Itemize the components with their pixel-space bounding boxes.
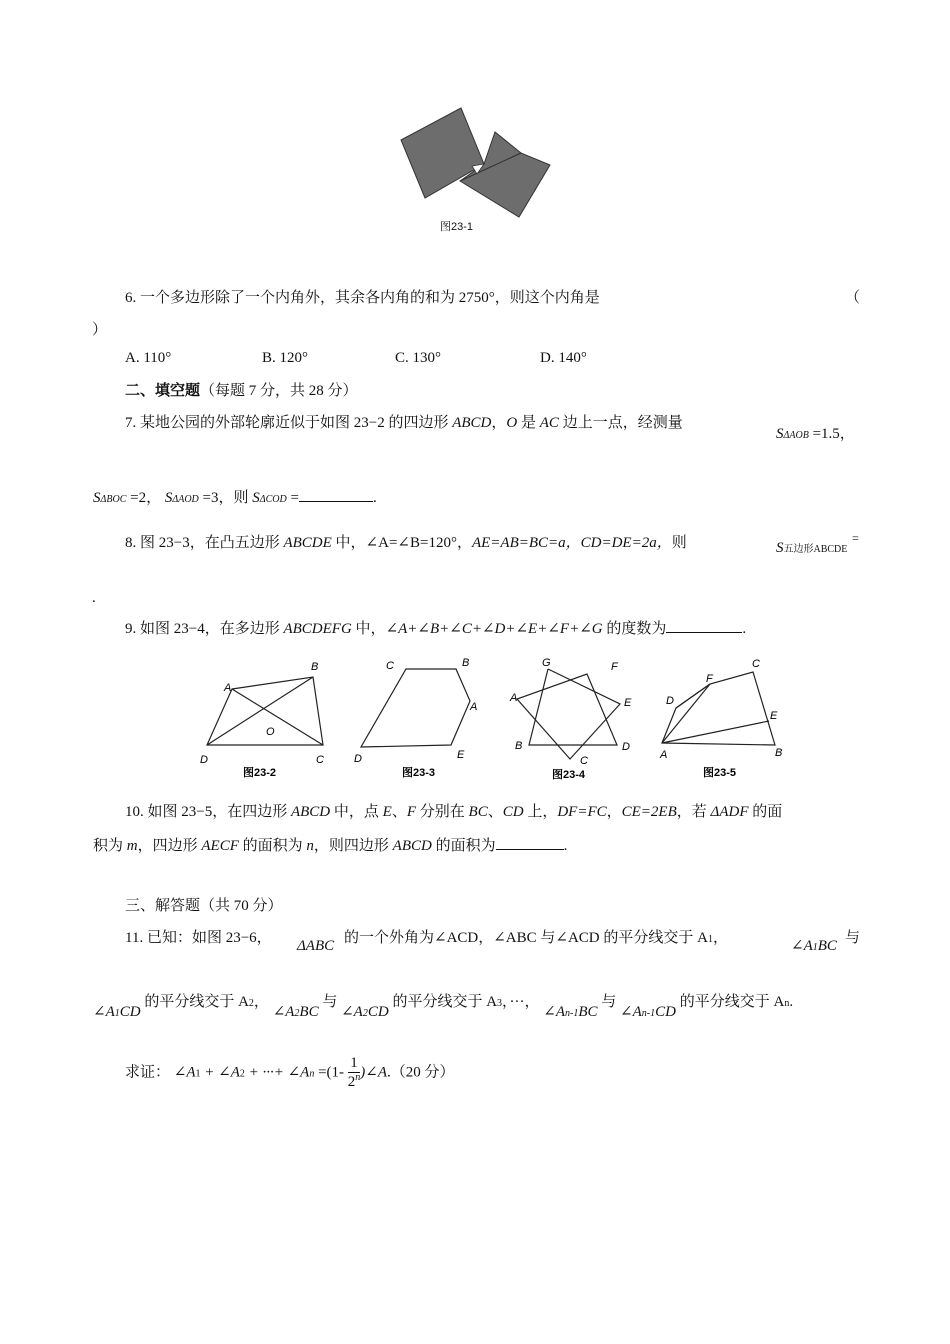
q10-bc: BC (468, 804, 488, 820)
q8-text2: 中，∠A=∠B=120°， (331, 535, 472, 551)
q11-a2bc-a: ∠A (272, 1004, 295, 1020)
q8-equalities: AE=AB=BC=a，CD=DE=2a， (471, 535, 672, 551)
question-7-line1 (125, 411, 683, 432)
q11-a1cd-a: ∠A (93, 1004, 115, 1020)
fig4-label-g: G (542, 657, 551, 669)
q10-cd: CD (502, 804, 524, 820)
q10-l1c: 分别在 (416, 804, 469, 820)
fig4-label-b: B (515, 740, 523, 752)
fig3-label-d: D (354, 753, 362, 765)
q7-then: ，则 (218, 490, 249, 506)
q11-l2-t1: 的平分线交于 A (144, 994, 249, 1010)
fig4-label-c: C (580, 755, 588, 767)
fig4-caption: 图23-4 (552, 769, 586, 781)
fig2-label-o: O (266, 726, 275, 738)
q7-mid: 是 (517, 415, 540, 431)
q9-text3: 的度数为 (602, 621, 667, 637)
q10-n: n (306, 838, 314, 854)
q10-dun-1: 、 (391, 804, 407, 820)
q11-a1bc-sub: 1 (812, 942, 818, 953)
q11-frac-exp: n (355, 1071, 361, 1083)
q11-proof-an: + ···+ ∠A (248, 1064, 310, 1081)
fig4-label-d: D (622, 741, 630, 753)
q7-comma-1: ， (839, 426, 855, 442)
q11-line2 (93, 990, 794, 1020)
fig2-label-c: C (316, 754, 324, 766)
question-7-line2: SΔBOC =2， SΔAOD =3，则 SΔCOD = . (93, 490, 377, 506)
question-10-line1: 10. 如图 23−5，在四边形 ABCD 中，点 E、F 分别在 BC、CD 上，DF=FC，CE=2EB，若 ΔADF 的面 (125, 804, 783, 820)
fig5-label-d: D (666, 695, 674, 707)
fig5-label-f: F (706, 673, 713, 685)
q10-l2e: 的面积为 (431, 838, 496, 854)
q11-t1: 的一个外角为∠ACD，∠ABC 与∠ACD 的平分线交于 A (344, 930, 708, 946)
section-3-heading: 三、解答题（共 70 分） (125, 898, 283, 914)
q7-s3-sub: ΔAOD (172, 494, 199, 505)
q11-l2-sn: n (784, 998, 790, 1009)
q10-adf: ΔADF (710, 804, 749, 820)
q10-abcd2: ABCD (392, 838, 432, 854)
q7-eq: = (290, 490, 299, 506)
q10-m: m (126, 838, 138, 854)
q7-ac: AC (539, 415, 559, 431)
fig2-label-d: D (200, 754, 208, 766)
fig4-label-a: A (510, 692, 518, 704)
q10-answer-blank[interactable] (496, 837, 564, 850)
q7-o: O (506, 415, 518, 431)
q10-period: . (563, 838, 568, 854)
q11-a2cd-sub: 2 (362, 1008, 368, 1019)
q11-a1cd-sub: 1 (114, 1008, 120, 1019)
fig4-label-f: F (611, 661, 618, 673)
q7-s1-sub: ΔAOB (783, 430, 809, 441)
section-2-note: （每题 7 分，共 28 分） (200, 383, 358, 399)
q10-eq1: DF=FC (557, 804, 607, 820)
q7-abcd: ABCD (452, 415, 492, 431)
q11-proof-a1-sub: 1 (195, 1068, 201, 1080)
q8-s-sub: 五边形ABCDE (783, 544, 848, 555)
q11-an1cd-tail: CD (655, 1004, 676, 1020)
q11-a1bc-a: ∠A (791, 938, 813, 954)
q11-frac-num: 1 (348, 1056, 361, 1073)
q8-text1: 8. 图 23−3，在凸五边形 (125, 535, 284, 551)
fig5-caption: 图23-5 (703, 767, 737, 779)
q11-and-1: 与 (845, 930, 861, 946)
section-2-title: 二、填空题 (125, 383, 201, 399)
q9-polygon: ABCDEFG (283, 621, 352, 637)
q11-a2bc-sub: 2 (294, 1008, 300, 1019)
q11-l2-s3: 3 (497, 998, 503, 1009)
q11-an1bc-sub: n-1 (565, 1008, 579, 1019)
q8-period: . (92, 590, 96, 606)
q9-period: . (742, 621, 747, 637)
figures-row (190, 652, 890, 782)
q11-proof-a2: + ∠A (204, 1064, 240, 1081)
question-9 (125, 617, 746, 638)
q11-an1bc-a: ∠A (543, 1004, 566, 1020)
q11-intro: 11. 已知：如图 23−6， (125, 930, 272, 946)
q8-s-pentagon: S五边形ABCDE (776, 540, 848, 556)
q8-eq: = (852, 531, 859, 545)
figure-23-1 (395, 104, 555, 220)
figure-23-3 (361, 669, 470, 747)
q11-l2-t3: 的平分线交于 A (679, 994, 785, 1010)
q7-tail: 边上一点，经测量 (558, 415, 683, 431)
q11-an1cd-sub: n-1 (641, 1008, 656, 1019)
fig2-caption: 图23-2 (243, 767, 277, 779)
q11-proof-score: .（20 分） (387, 1064, 455, 1081)
q7-sep: ， (491, 415, 507, 431)
question-10-line2 (93, 834, 567, 855)
q11-a2cd-tail: CD (367, 1004, 389, 1020)
q11-comma-2: ， (253, 994, 269, 1010)
q11-frac-den: 2 (347, 1073, 356, 1090)
q7-s2-sub: ΔBOC (100, 494, 127, 505)
question-6-paren-close: ） (92, 322, 108, 338)
q11-and-2: 与 (322, 994, 338, 1010)
q10-abcd: ABCD (290, 804, 331, 820)
q8-abcde: ABCDE (283, 535, 332, 551)
q10-eq2: CE=2EB (621, 804, 677, 820)
q7-s3-val: =3 (202, 490, 219, 506)
q10-l1b: 中，点 (330, 804, 383, 820)
q11-a1bc-tail: BC (817, 938, 837, 954)
fig2-label-a: A (224, 682, 232, 694)
fig4-label-e: E (624, 697, 632, 709)
q8-then: 则 (671, 535, 687, 551)
fig3-caption: 图23-3 (402, 767, 436, 779)
question-6-paren-open: （ (845, 290, 861, 306)
fig5-label-c: C (752, 658, 760, 670)
q10-l1f: 的面 (748, 804, 783, 820)
q6-option-c: C. 130° (395, 350, 442, 366)
fig3-label-a: A (470, 701, 478, 713)
q11-proof-an-sub: n (309, 1068, 315, 1080)
q10-e: E (382, 804, 392, 820)
question-8-line1 (125, 531, 687, 552)
q11-and-3: 与 (601, 994, 617, 1010)
figure-23-1-caption: 图23-1 (440, 221, 474, 233)
fig3-label-b: B (462, 657, 470, 669)
q10-dun-2: 、 (487, 804, 503, 820)
fig3-label-c: C (386, 660, 394, 672)
question-6-text: 6. 一个多边形除了一个内角外，其余各内角的和为 2750°，则这个内角是 (125, 290, 600, 306)
q11-a1cd-tail: CD (119, 1004, 141, 1020)
q11-l2-s2: 2 (248, 998, 254, 1009)
q9-text2: 中， (351, 621, 386, 637)
q7-s-aob: SΔAOB =1.5， (776, 426, 855, 442)
q11-comma-1: ， (712, 930, 728, 946)
q11-proof-end: )∠A (360, 1064, 388, 1081)
q6-option-d: D. 140° (540, 350, 587, 366)
q11-proof-label: 求证： (125, 1064, 171, 1081)
q7-intro: 7. 某地公园的外部轮廓近似于如图 23−2 的四边形 (125, 415, 453, 431)
q11-angle-a1bc (791, 936, 837, 955)
fig2-label-b: B (311, 661, 319, 673)
q10-aecf: AECF (201, 838, 239, 854)
q11-proof-a1: ∠A (173, 1064, 196, 1081)
q6-option-b: B. 120° (262, 350, 309, 366)
q10-l1d: 上， (523, 804, 558, 820)
q9-text1: 9. 如图 23−4，在多边形 (125, 621, 284, 637)
q10-l2c: 的面积为 (238, 838, 307, 854)
q11-proof-a2-sub: 2 (239, 1068, 245, 1080)
q7-s4-sub: ΔCOD (259, 494, 287, 505)
q9-answer-blank[interactable] (666, 620, 742, 633)
q11-line1 (344, 926, 728, 947)
q11-a2cd-a: ∠A (341, 1004, 363, 1020)
q11-l2-dots: ，···， (502, 994, 540, 1010)
q10-l1e: ，若 (676, 804, 711, 820)
q9-angles: ∠A+∠B+∠C+∠D+∠E+∠F+∠G (385, 621, 603, 637)
section-2-heading (125, 379, 358, 400)
q11-fraction (348, 1056, 361, 1091)
figure-23-5 (662, 672, 775, 745)
q7-s2-val: =2 (130, 490, 147, 506)
q11-an1cd-a: ∠A (620, 1004, 642, 1020)
q7-period: . (372, 490, 377, 506)
q10-f: F (406, 804, 417, 820)
fig5-label-b: B (775, 747, 783, 759)
q6-option-a: A. 110° (125, 350, 172, 366)
fig3-label-e: E (457, 749, 465, 761)
q10-l2d: ，则四边形 (313, 838, 393, 854)
q10-l1a: 10. 如图 23−5，在四边形 (125, 804, 291, 820)
figure-23-4 (517, 669, 620, 759)
q10-l2b: ，四边形 (137, 838, 202, 854)
q11-s1: 1 (707, 934, 713, 945)
q11-triangle: ΔABC (297, 938, 335, 954)
q11-l2-t2: 的平分线交于 A (392, 994, 498, 1010)
q11-proof-line (125, 1056, 455, 1091)
q11-proof-eq: =(1- (318, 1064, 345, 1081)
q10-l2a: 积为 (93, 838, 127, 854)
q11-l2-period: . (789, 994, 794, 1010)
q11-a2bc-tail: BC (299, 1004, 319, 1020)
fig5-label-a: A (660, 749, 668, 761)
q11-an1bc-tail: BC (578, 1004, 598, 1020)
q7-s1-val: =1.5 (812, 426, 840, 442)
q7-answer-blank[interactable] (299, 489, 373, 502)
fig5-label-e: E (770, 710, 778, 722)
q7-comma-2: ， (146, 490, 162, 506)
